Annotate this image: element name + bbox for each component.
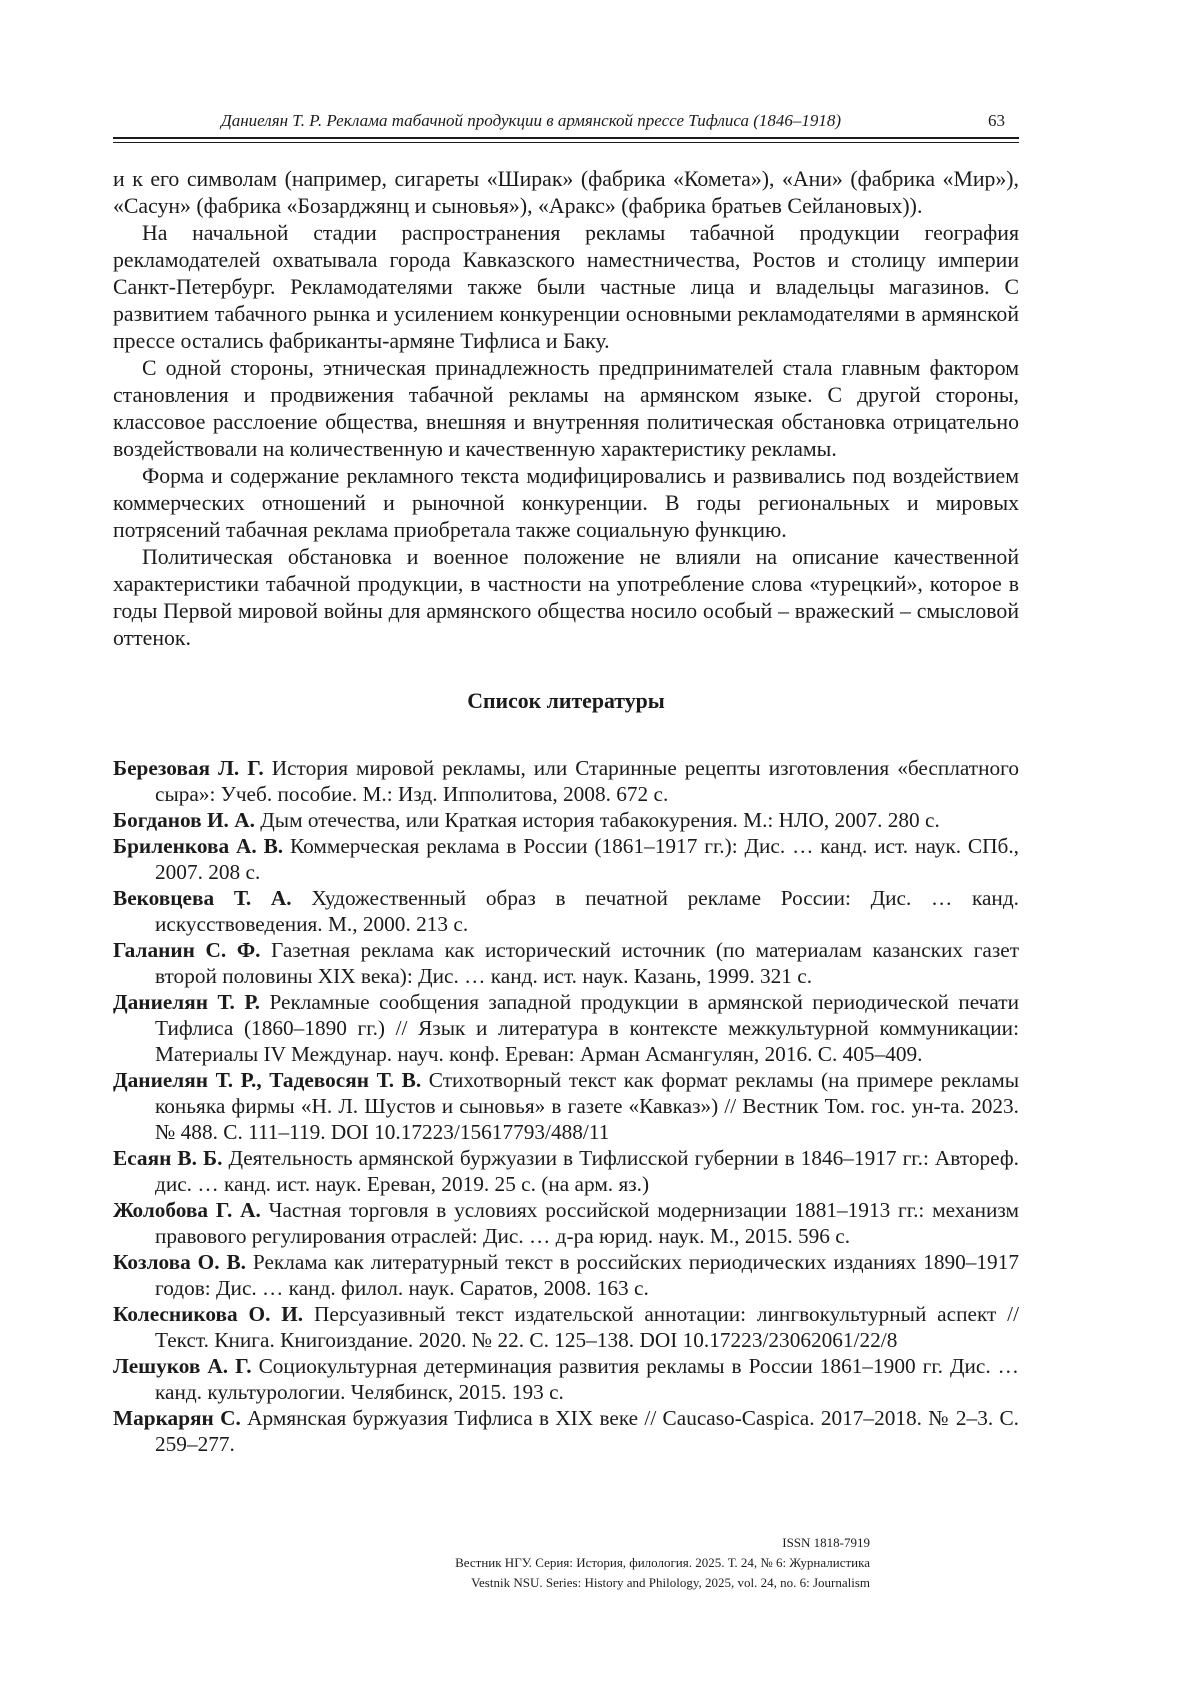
reference-text: История мировой рекламы, или Старинные рецепты изготовления «бесплатного сыра»: Учеб. пособие. М.: Изд. Ипполитова, 2008. 672 с. <box>155 756 1019 806</box>
reference-author: Вековцева Т. А. <box>113 886 292 910</box>
reference-entry <box>113 1067 1019 1145</box>
page-header <box>113 110 1019 144</box>
paragraph: С одной стороны, этническая принадлежность предпринимателей стала главным фактором становления и продвижения табачной рекламы на армянском языке. С другой стороны, классовое расслоение общества, внешняя и внутренняя политическая обстановка отрицательно воздействовали на количественную и качественную характеристику рекламы. <box>113 356 1019 461</box>
reference-entry <box>113 1405 1019 1457</box>
reference-text: Реклама как литературный текст в российских периодических изданиях 1890–1917 годов: Дис. … канд. филол. наук. Саратов, 2008. 163 с. <box>155 1250 1020 1300</box>
paragraph: и к его символам (например, сигареты «Ширак» (фабрика «Комета»), «Ани» (фабрика «Мир»), «Сасун» (фабрика «Бозарджянц и сыновья»), «Аракс» (фабрика братьев Сейлановых)). <box>113 167 1019 218</box>
paragraph: Форма и содержание рекламного текста модифицировались и развивались под воздействием коммерческих отношений и рыночной конкуренции. В годы региональных и мировых потрясений табачная реклама приобретала также социальную функцию. <box>113 464 1019 542</box>
reference-text: Художественный образ в печатной рекламе России: Дис. … канд. искусствоведения. М., 2000. 213 с. <box>155 886 1019 936</box>
reference-author: Жолобова Г. А. <box>113 1198 261 1222</box>
reference-entry <box>113 885 1019 937</box>
running-head: Даниелян Т. Р. Реклама табачной продукции в армянской прессе Тифлиса (1846–1918) <box>220 111 842 130</box>
reference-entry <box>113 937 1019 989</box>
reference-text: Газетная реклама как исторический источник (по материалам казанских газет второй половины XIX века): Дис. … канд. ист. наук. Казань, 1999. 321 с. <box>155 938 1019 988</box>
reference-text: Социокультурная детерминация развития рекламы в России 1861–1900 гг. Дис. … канд. культурологии. Челябинск, 2015. 193 с. <box>155 1354 1019 1404</box>
reference-text: Дым отечества, или Краткая история табакокурения. М.: НЛО, 2007. 280 с. <box>254 808 940 832</box>
reference-text: Персуазивный текст издательской аннотации: лингвокультурный аспект // Текст. Книга. Книгоиздание. 2020. № 22. С. 125–138. DOI 10.17223/23062061/22/8 <box>155 1302 1019 1352</box>
reference-entry <box>113 1249 1019 1301</box>
reference-entry <box>113 1301 1019 1353</box>
reference-text: Стихотворный текст как формат рекламы (на примере рекламы коньяка фирмы «Н. Л. Шустов и сыновья» в газете «Кавказ») // Вестник Том. гос. ун-та. 2023. № 488. С. 111–119. DOI 10.17223/15617793/488/11 <box>155 1068 1019 1144</box>
page-footer <box>113 1533 870 1593</box>
reference-text: Деятельность армянской буржуазии в Тифлисской губернии в 1846–1917 гг.: Автореф. дис. … канд. ист. наук. Ереван, 2019. 25 с. (на арм. яз.) <box>155 1146 1019 1196</box>
reference-entry <box>113 1197 1019 1249</box>
reference-entry <box>113 755 1019 807</box>
reference-author: Даниелян Т. Р., Тадевосян Т. В. <box>113 1068 422 1092</box>
reference-author: Маркарян С. <box>113 1406 241 1430</box>
paragraph: На начальной стадии распространения рекламы табачной продукции география рекламодателей охватывала города Кавказского наместничества, Ростов и столицу империи Санкт-Петербург. Рекламодателями также были частные лица и владельцы магазинов. С развитием табачного рынка и усилением конкуренции основными рекламодателями в армянской прессе остались фабриканты-армяне Тифлиса и Баку. <box>113 221 1019 353</box>
footer-journal-ru: Вестник НГУ. Серия: История, филология. 2025. Т. 24, № 6: Журналистика <box>455 1555 870 1570</box>
article-body <box>113 166 1019 1457</box>
reference-text: Армянская буржуазия Тифлиса в XIX веке // Caucaso-Caspica. 2017–2018. № 2–3. С. 259–277. <box>155 1406 1019 1456</box>
reference-entry <box>113 1353 1019 1405</box>
reference-author: Бриленкова А. В. <box>113 834 284 858</box>
reference-author: Березовая Л. Г. <box>113 756 264 780</box>
page-number: 63 <box>988 111 1005 130</box>
footer-journal-en: Vestnik NSU. Series: History and Philology, 2025, vol. 24, no. 6: Journalism <box>471 1575 870 1590</box>
reference-author: Козлова О. В. <box>113 1250 246 1274</box>
references-heading: Список литературы <box>467 689 665 713</box>
reference-text: Частная торговля в условиях российской модернизации 1881–1913 гг.: механизм правового регулирования отраслей: Дис. … д-ра юрид. наук. М., 2015. 596 с. <box>155 1198 1019 1248</box>
reference-author: Богданов И. А. <box>113 808 255 832</box>
reference-list <box>113 755 1019 1457</box>
reference-author: Даниелян Т. Р. <box>113 990 260 1014</box>
reference-entry <box>113 833 1019 885</box>
reference-entry <box>113 989 1019 1067</box>
footer-issn: ISSN 1818-7919 <box>782 1535 870 1550</box>
reference-entry <box>113 1145 1019 1197</box>
reference-entry <box>113 807 1019 833</box>
reference-text: Рекламные сообщения западной продукции в армянской периодической печати Тифлиса (1860–1890 гг.) // Язык и литература в контексте межкультурной коммуникации: Материалы IV Междунар. науч. конф. Ереван: Арман Асмангулян, 2016. С. 405–409. <box>155 990 1019 1066</box>
reference-author: Галанин С. Ф. <box>113 938 261 962</box>
reference-author: Есаян В. Б. <box>113 1146 223 1170</box>
reference-text: Коммерческая реклама в России (1861–1917 гг.): Дис. … канд. ист. наук. СПб., 2007. 208 с. <box>155 834 1019 884</box>
reference-author: Лешуков А. Г. <box>113 1354 252 1378</box>
reference-author: Колесникова О. И. <box>113 1302 304 1326</box>
header-rule <box>113 137 1019 143</box>
paragraph: Политическая обстановка и военное положение не влияли на описание качественной характеристики табачной продукции, в частности на употребление слова «турецкий», которое в годы Первой мировой войны для армянского общества носило особый – вражеский – смысловой оттенок. <box>113 545 1019 650</box>
